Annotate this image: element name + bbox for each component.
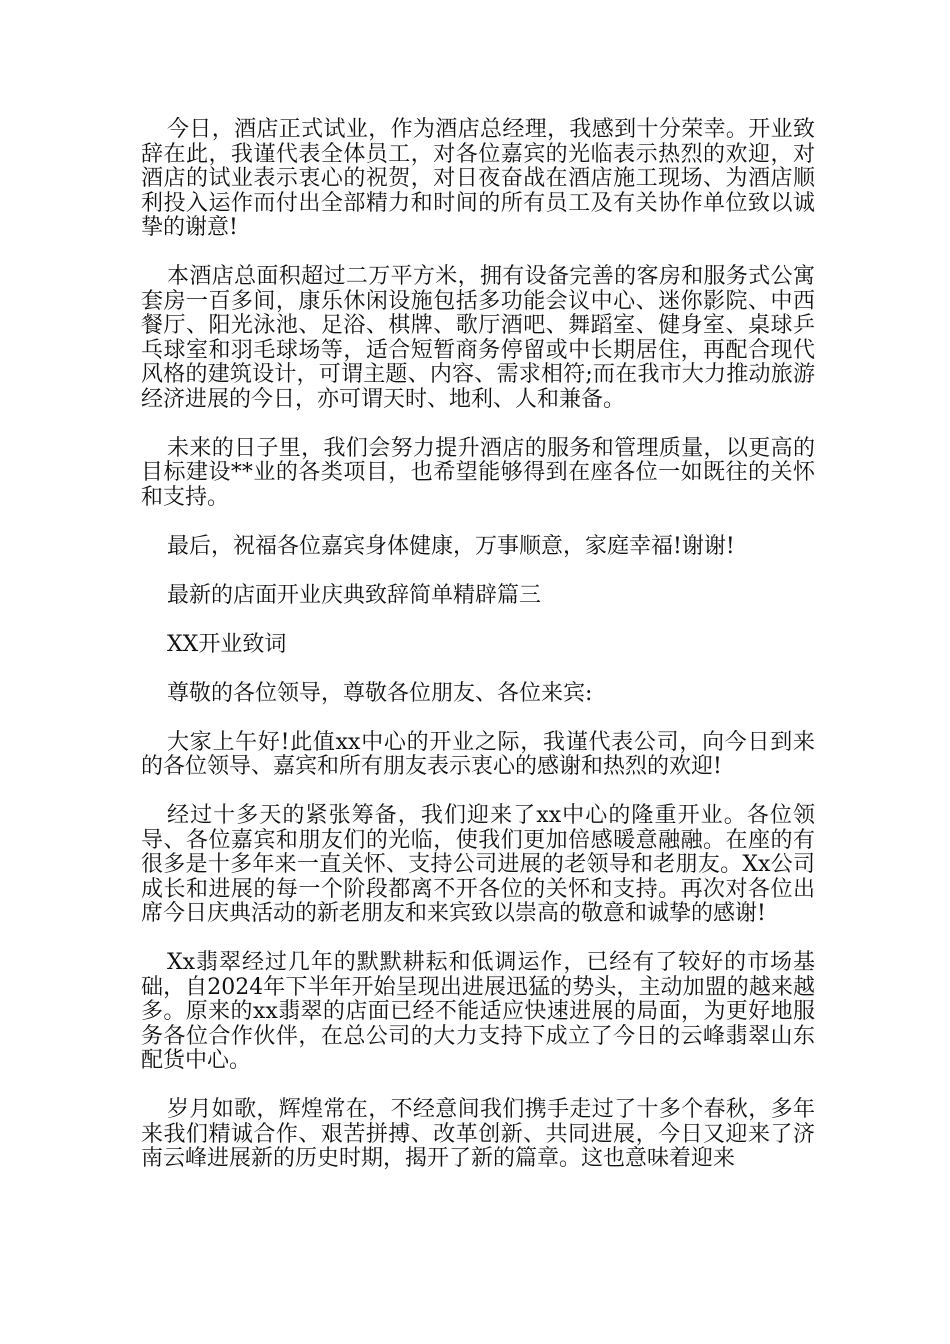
section-heading: 最新的店面开业庆典致辞简单精辟篇三 (167, 582, 542, 608)
document-body (141, 118, 815, 1196)
paragraph-closing: 最后，祝福各位嘉宾身体健康，万事顺意，家庭幸福!谢谢! (167, 533, 735, 559)
paragraph-hotel-facilities: 本酒店总面积超过二万平方米，拥有设备完善的客房和服务式公寓套房一百多间，康乐休闲设施包括多功能会议中心、迷你影院、中西餐厅、阳光泳池、足浴、棋牌、歌厅酒吧、舞蹈室、健身室、桌球乒乓球室和羽毛球场等，适合短暂商务停留或中长期居住，再配合现代风格的建筑设计，可谓主题、内容、需求相符;而在我市大力推动旅游经济进展的今日，亦可谓天时、地利、人和兼备。 (141, 264, 815, 412)
salutation: 尊敬的各位领导，尊敬各位朋友、各位来宾: (167, 680, 593, 706)
paragraph-history: 岁月如歌，辉煌常在，不经意间我们携手走过了十多个春秋，多年来我们精诚合作、艰苦拼搏、改革创新、共同进展，今日又迎来了济南云峰进展新的历史时期，揭开了新的篇章。这也意味着迎来 (141, 1097, 815, 1171)
paragraph-welcome: 今日，酒店正式试业，作为酒店总经理，我感到十分荣幸。开业致辞在此，我谨代表全体员工，对各位嘉宾的光临表示热烈的欢迎，对酒店的试业表示衷心的祝贺，对日夜奋战在酒店施工现场、为酒店顺利投入运作而付出全部精力和时间的所有员工及有关协作单位致以诚挚的谢意! (141, 117, 815, 240)
speech-title: XX开业致词 (167, 631, 287, 657)
paragraph-future: 未来的日子里，我们会努力提升酒店的服务和管理质量，以更高的目标建设**业的各类项目，也希望能够得到在座各位一如既往的关怀和支持。 (141, 435, 815, 510)
paragraph-jade-market: Xx翡翠经过几年的默默耕耘和低调运作，已经有了较好的市场基础，自2024年下半年开始呈现出进展迅猛的势头，主动加盟的越来越多。原来的xx翡翠的店面已经不能适应快速进展的局面，为更好地服务各位合作伙伴，在总公司的大力支持下成立了今日的云峰翡翠山东配货中心。 (141, 950, 815, 1073)
paragraph-greeting: 大家上午好!此值xx中心的开业之际，我谨代表公司，向今日到来的各位领导、嘉宾和所有朋友表示衷心的感谢和热烈的欢迎! (141, 729, 815, 779)
paragraph-preparation: 经过十多天的紧张筹备，我们迎来了xx中心的隆重开业。各位领导、各位嘉宾和朋友们的光临，使我们更加倍感暖意融融。在座的有很多是十多年来一直关怀、支持公司进展的老领导和老朋友。Xx公司成长和进展的每一个阶段都离不开各位的关怀和支持。再次对各位出席今日庆典活动的新老朋友和来宾致以崇高的敬意和诚挚的感谢! (141, 803, 815, 926)
